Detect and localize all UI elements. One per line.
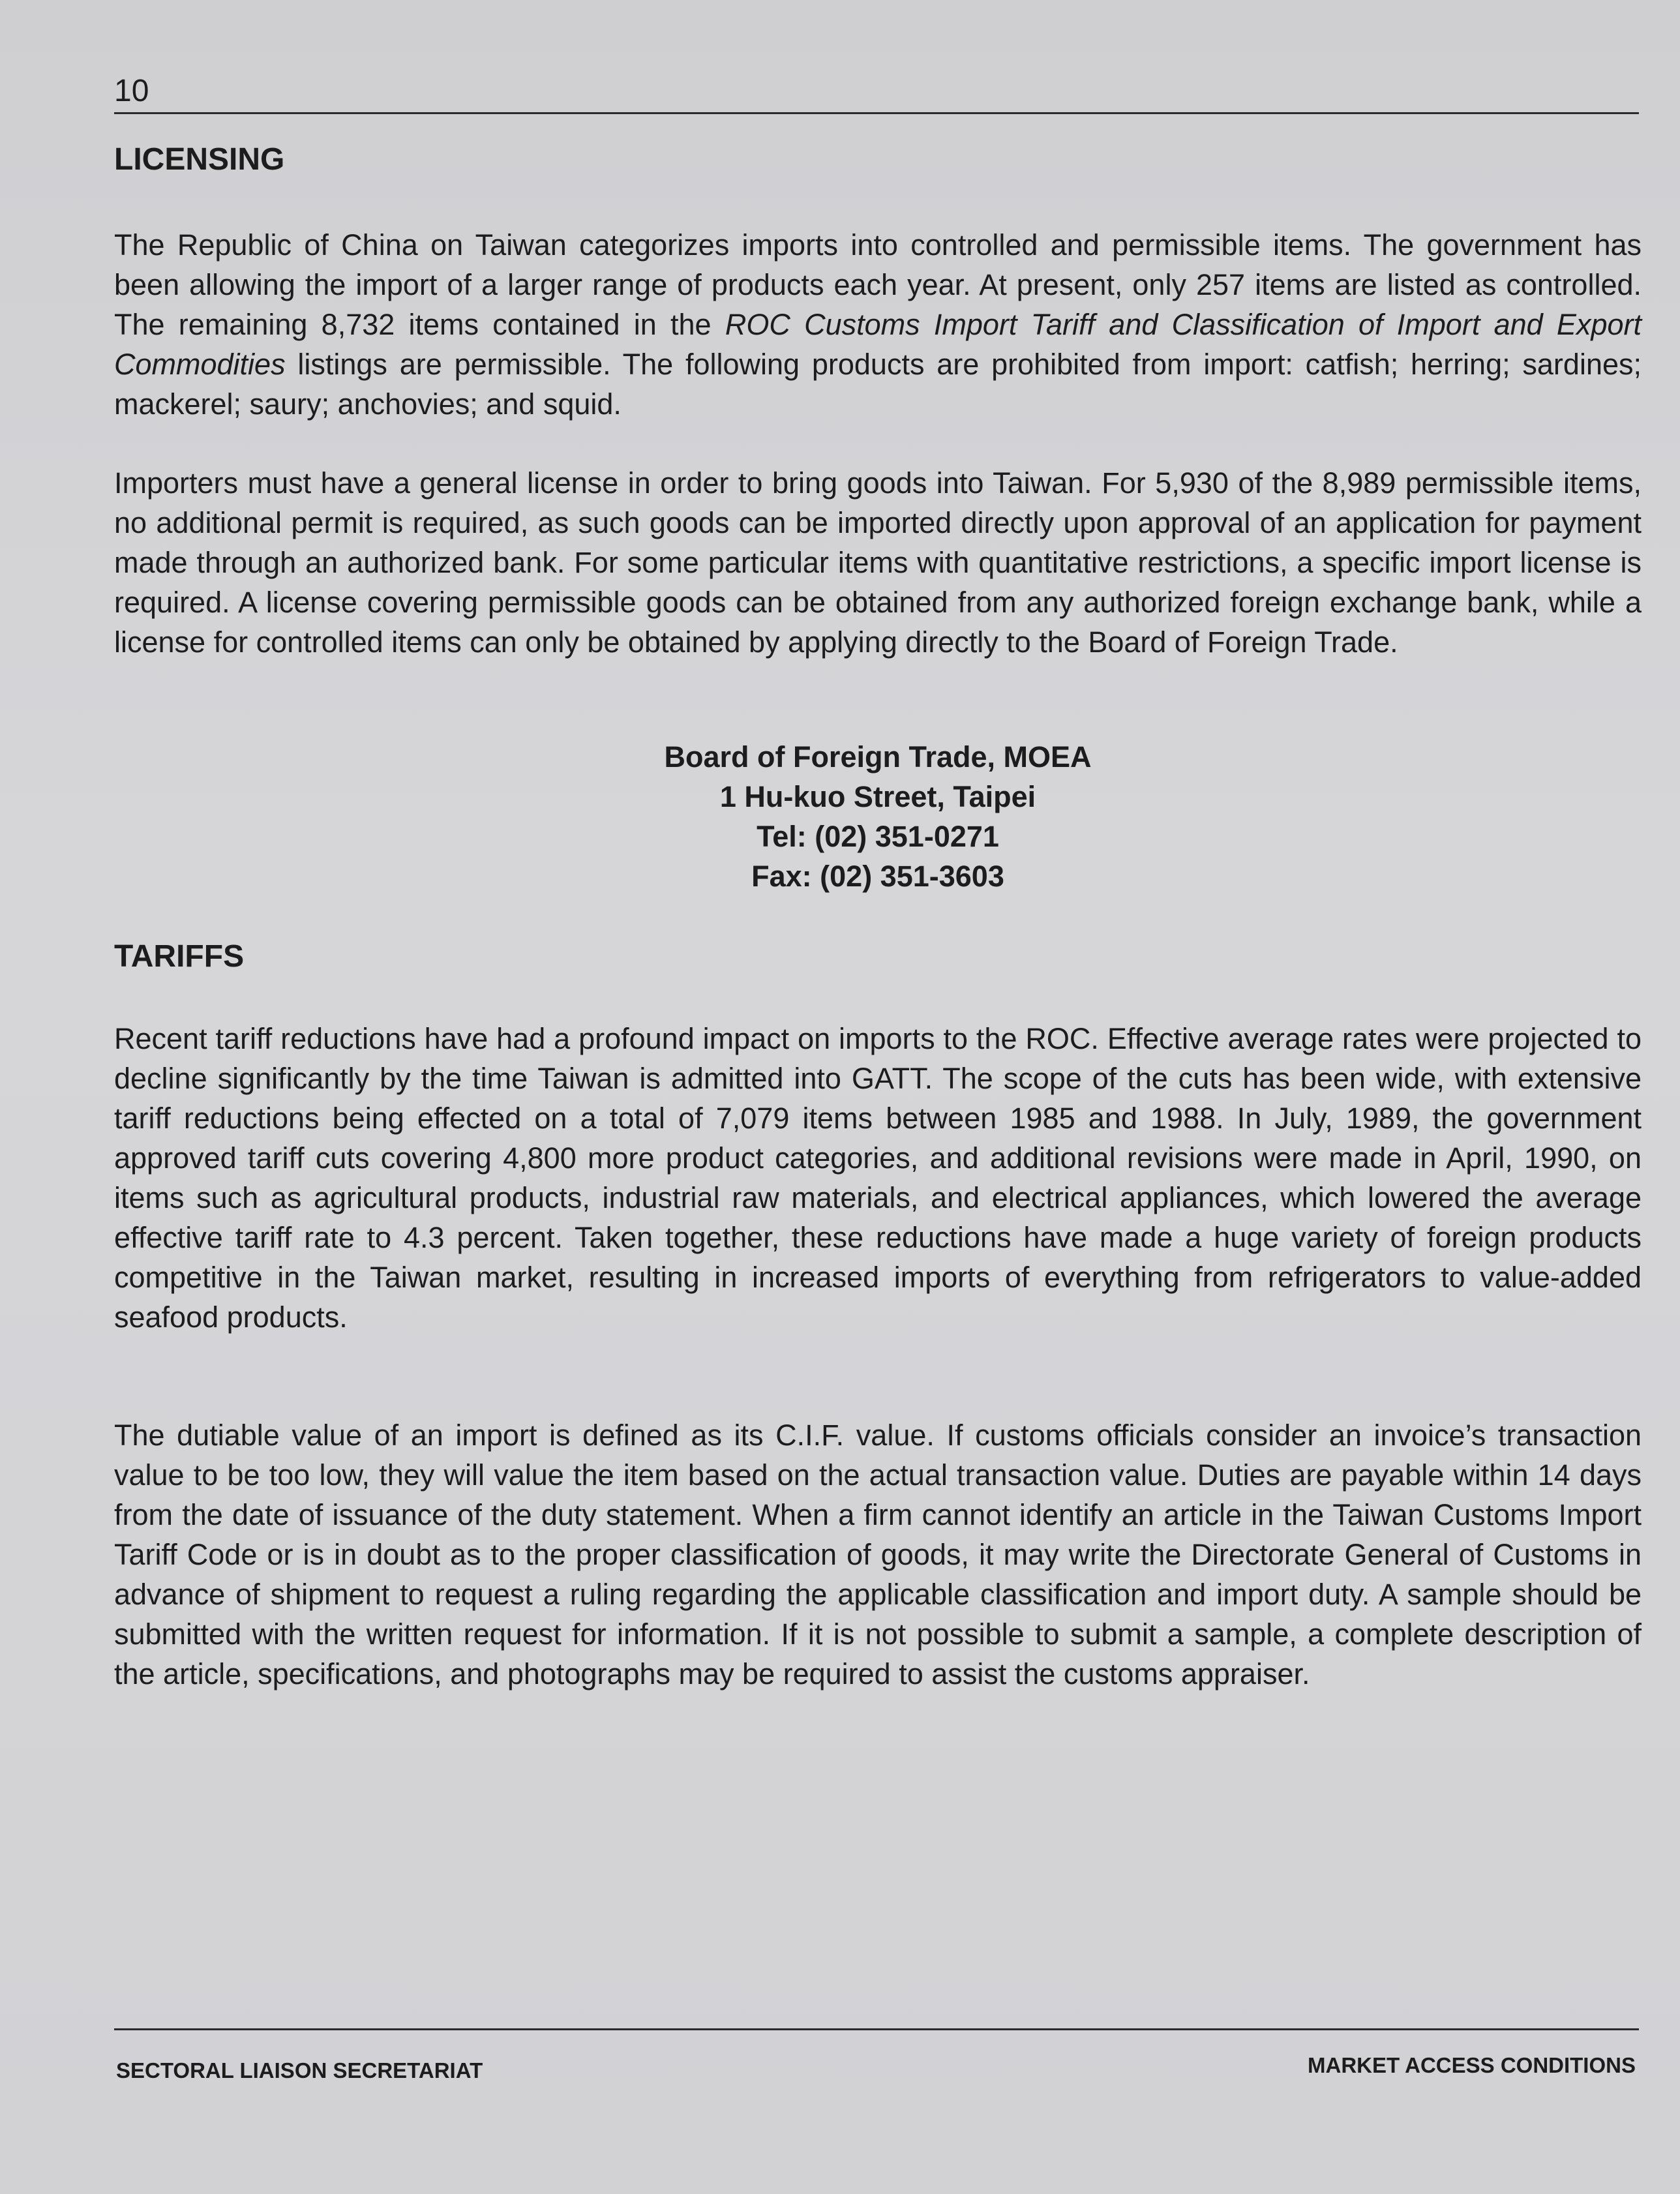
header-rule: [114, 112, 1639, 114]
tariffs-paragraph-1: Recent tariff reductions have had a profound impact on imports to the ROC. Effective average rates were projected to decline significantly by the time Taiwan is admitted into GATT. The scope of the cuts has been wide, with extensive tariff reductions being effected on a total of 7,079 items between 1985 and 1988. In July, 1989, the government approved tariff cuts covering 4,800 more product categories, and additional revisions were made in April, 1990, on items such as agricultural products, industrial raw materials, and electrical appliances, which lowered the average effective tariff rate to 4.3 percent. Taken together, these reductions have made a huge variety of foreign products competitive in the Taiwan market, resulting in increased imports of everything from refrigerators to value-added seafood products.: [114, 1022, 1642, 1334]
footer-left-text: SECTORAL LIAISON SECRETARIAT: [116, 2058, 483, 2082]
address-fax: Fax: (02) 351-3603: [751, 860, 1004, 893]
licensing-paragraph-2: Importers must have a general license in order to bring goods into Taiwan. For 5,930 of the 8,989 permissible items, no additional permit is required, as such goods can be imported directly upon approval of an application for payment made through an authorized bank. For some particular items with quantitative restrictions, a specific import license is required. A license covering permissible goods can be obtained from any authorized foreign exchange bank, while a license for controlled items can only be obtained by applying directly to the Board of Foreign Trade.: [114, 466, 1642, 659]
page-number: 10: [114, 74, 149, 108]
licensing-p1-italic-title: ROC Customs Import Tariff and Classification of Import and Export Commodities: [114, 308, 1642, 381]
address-name: Board of Foreign Trade, MOEA: [664, 740, 1092, 774]
tariffs-paragraph-2: The dutiable value of an import is defined as its C.I.F. value. If customs officials consider an invoice’s transaction value to be too low, they will value the item based on the actual transaction value. Duties are payable within 14 days from the date of issuance of the duty statement. When a firm cannot identify an article in the Taiwan Customs Import Tariff Code or is in doubt as to the proper classification of goods, it may write the Directorate General of Customs in advance of shipment to request a ruling regarding the applicable classification and import duty. A sample should be submitted with the written request for information. If it is not possible to submit a sample, a complete description of the article, specifications, and photographs may be required to assist the customs appraiser.: [114, 1419, 1642, 1691]
address-street: 1 Hu-kuo Street, Taipei: [719, 780, 1036, 813]
licensing-heading: LICENSING: [114, 142, 285, 177]
licensing-p1-text-b: listings are permissible. The following products are prohibited from import: catfish; herring; sardines; mackerel; saury; anchovies; and squid.: [114, 348, 1642, 421]
footer-right-text: MARKET ACCESS CONDITIONS: [1308, 2053, 1636, 2077]
footer-rule: [114, 2028, 1639, 2030]
tariffs-heading: TARIFFS: [114, 939, 245, 974]
licensing-paragraph-1: [114, 225, 1642, 424]
licensing-p1-text-a: The Republic of China on Taiwan categorizes imports into controlled and permissible items. The government has been allowing the import of a larger range of products each year. At present, only 257 items are listed as controlled. The remaining 8,732 items contained in the: [114, 228, 1642, 341]
address-block: [114, 737, 1642, 896]
address-tel: Tel: (02) 351-0271: [757, 820, 999, 853]
